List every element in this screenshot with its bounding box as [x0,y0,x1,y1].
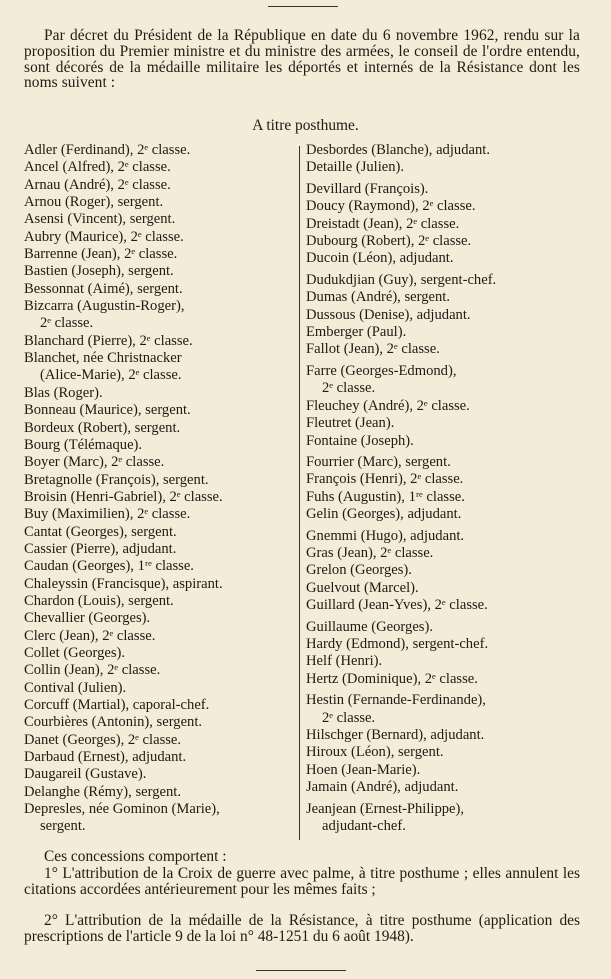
name-entry [306,562,590,579]
name-entry-text: Asensi (Vincent), sergent. [24,211,176,228]
name-entry [24,714,296,731]
paragraph-1: 1° L'attribution de la Croix de guerre avec palme, à titre posthume ; elles annulent les citations accordées antérieurement pour les mêmes faits ; [24,865,580,898]
top-rule [268,6,338,7]
name-entry-text: Jeanjean (Ernest-Philippe), [306,800,465,817]
name-entry [306,289,590,306]
name-entry [306,744,590,761]
name-entry-text: Bretagnolle (François), sergent. [24,471,209,488]
name-entry [306,489,590,506]
name-entry [306,198,590,215]
name-entry-text: Hardy (Edmond), sergent-chef. [306,635,489,652]
name-entry [306,545,590,562]
name-entry-text: François (Henri), 2ᵉ classe. [306,471,464,488]
name-entry-text: Bourg (Télémaque). [24,436,143,453]
name-entry-text: Bonneau (Maurice), sergent. [24,402,191,419]
name-entry [306,324,590,341]
name-entry [306,671,590,688]
name-entry-text: Guelvout (Marcel). [306,579,419,596]
name-entry-text: Broisin (Henri-Gabriel), 2ᵉ classe. [24,488,223,505]
name-entry [306,727,590,744]
name-entry [24,437,296,454]
name-entry-text: Farre (Georges-Edmond), [306,362,457,379]
name-entry [306,250,590,267]
name-entry-text: Hestin (Fernande-Ferdinande), [306,692,486,709]
name-entry-text: Collet (Georges). [24,644,126,661]
name-entry-text: Chevallier (Georges). [24,610,151,627]
name-entry-text: Caudan (Georges), 1ʳᵉ classe. [24,558,194,575]
name-entry-text: Fleuchey (André), 2ᵉ classe. [306,397,470,414]
name-entry-text: Gnemmi (Hugo), adjudant. [306,527,465,544]
name-entry [24,350,296,385]
name-entry [306,801,590,836]
name-entry [24,281,296,298]
name-entry-text: Helf (Henri). [306,653,383,670]
name-entry-text: Dreistadt (Jean), 2ᵉ classe. [306,215,460,232]
name-entry-text: Contival (Julien). [24,679,127,696]
name-entry-continuation: 2ᵉ classe. [322,380,376,397]
name-entry [306,653,590,670]
name-entry [24,732,296,749]
name-entry [306,363,590,398]
name-entry [306,181,590,198]
name-entry-text: Ancel (Alfred), 2ᵉ classe. [24,159,171,176]
name-entry-text: Adler (Ferdinand), 2ᵉ classe. [24,142,191,158]
name-entry [24,489,296,506]
name-entry [24,298,296,333]
name-entry [306,433,590,450]
name-entry [24,524,296,541]
name-entry [24,610,296,627]
name-entry [24,784,296,801]
name-entry-text: Grelon (Georges). [306,562,412,579]
name-entry [24,801,296,836]
name-entry-text: Emberger (Paul). [306,324,407,341]
name-entry [24,142,296,159]
name-entry [24,593,296,610]
name-entry-text: Delanghe (Rémy), sergent. [24,783,181,800]
name-entry-text: Barrenne (Jean), 2ᵉ classe. [24,246,178,263]
intro-paragraph: Par décret du Président de la République en date du 6 novembre 1962, rendu sur la proposition du Premier ministre et du ministre des armées, le conseil de l'ordre entendu, sont décorés de la médaille militaire les déportés et internés de la Résistance dont les noms suivent : [24,27,580,92]
name-entry-text: Dussous (Denise), adjudant. [306,306,471,323]
name-entry-text: Fourrier (Marc), sergent. [306,453,451,470]
name-entry [306,454,590,471]
name-entry [306,272,590,289]
name-entry-text: Desbordes (Blanche), adjudant. [306,142,490,158]
name-entry [24,541,296,558]
name-entry-text: Dubourg (Robert), 2ᵉ classe. [306,233,472,250]
name-entry [24,159,296,176]
name-entry [306,636,590,653]
name-entry-text: Gras (Jean), 2ᵉ classe. [306,544,434,561]
name-entry-text: Dumas (André), sergent. [306,289,451,306]
name-entry-text: Chaleyssin (Francisque), aspirant. [24,575,223,592]
name-entry-text: Buy (Maximilien), 2ᵉ classe. [24,506,191,523]
right-column [306,142,590,835]
name-entry [24,697,296,714]
name-entry-text: Fontaine (Joseph). [306,432,414,449]
name-entry-text: Bessonnat (Aimé), sergent. [24,280,183,297]
name-entry [306,528,590,545]
name-entry [24,472,296,489]
name-entry-continuation: (Alice-Marie), 2ᵉ classe. [40,367,182,384]
name-entry-text: Gelin (Georges), adjudant. [306,506,462,523]
name-entry [306,142,590,159]
name-entry [24,766,296,783]
name-entry [24,558,296,575]
name-entry-text: Detaille (Julien). [306,159,405,176]
name-entry-text: Bizcarra (Augustin-Roger), [24,298,185,315]
name-entry-text: Blanchet, née Christnacker [24,350,182,367]
name-entry-continuation: 2ᵉ classe. [322,709,376,726]
name-entry [24,420,296,437]
name-entry-text: Fleutret (Jean). [306,415,395,432]
name-entry [306,216,590,233]
name-entry-continuation: sergent. [40,818,86,835]
name-entry [306,580,590,597]
name-entry-text: Blanchard (Pierre), 2ᵉ classe. [24,332,193,349]
name-entry-text: Arnau (André), 2ᵉ classe. [24,176,171,193]
name-entry-continuation: adjudant-chef. [322,818,406,835]
name-entry-text: Darbaud (Ernest), adjudant. [24,749,187,766]
name-entry [306,398,590,415]
name-entry-text: Collin (Jean), 2ᵉ classe. [24,662,161,679]
name-entry [24,194,296,211]
name-entry [24,749,296,766]
name-entry-text: Bastien (Joseph), sergent. [24,263,174,280]
name-entry-text: Daugareil (Gustave). [24,766,147,783]
name-entry [306,307,590,324]
name-entry-text: Devillard (François). [306,180,429,197]
name-entry [306,506,590,523]
name-entry [306,415,590,432]
bottom-rule [256,970,346,971]
name-entry-text: Corcuff (Martial), caporal-chef. [24,697,210,713]
name-entry-text: Depresles, née Gominon (Marie), [24,801,220,818]
name-entry [24,263,296,280]
name-entry-text: Hilschger (Bernard), adjudant. [306,727,485,743]
name-entry [306,471,590,488]
name-entry [24,229,296,246]
concessions-title: Ces concessions comportent : [44,848,227,865]
paragraph-2: 2° L'attribution de la médaille de la Résistance, à titre posthume (application des prescriptions de l'article 9 de la loi n° 48-1251 du 6 août 1948). [24,912,580,945]
name-entry [24,576,296,593]
name-entry [306,159,590,176]
left-column [24,142,296,836]
name-entry [306,692,590,727]
name-entry-text: Cantat (Georges), sergent. [24,523,177,540]
name-entry [24,246,296,263]
name-entry [306,779,590,796]
name-entry [24,662,296,679]
section-heading: A titre posthume. [252,117,359,134]
name-entry-text: Fallot (Jean), 2ᵉ classe. [306,341,440,358]
name-entry-text: Guillard (Jean-Yves), 2ᵉ classe. [306,597,488,614]
name-entry [24,385,296,402]
name-entry-text: Guillaume (Georges). [306,618,433,635]
name-entry [306,619,590,636]
name-entry-text: Doucy (Raymond), 2ᵉ classe. [306,198,476,215]
name-entry [24,402,296,419]
name-entry-text: Fuhs (Augustin), 1ʳᵉ classe. [306,488,465,505]
name-entry-text: Jamain (André), adjudant. [306,779,459,796]
name-entry-text: Boyer (Marc), 2ᵉ classe. [24,454,165,471]
name-entry [24,454,296,471]
name-entry-text: Arnou (Roger), sergent. [24,194,164,211]
name-entry-continuation: 2ᵉ classe. [40,315,94,332]
name-entry [24,211,296,228]
name-entry-text: Danet (Georges), 2ᵉ classe. [24,731,182,748]
name-entry [24,628,296,645]
name-entry-text: Cassier (Pierre), adjudant. [24,540,177,557]
name-entry [24,333,296,350]
name-entry-text: Hoen (Jean-Marie). [306,761,421,778]
name-entry [24,680,296,697]
name-entry [24,506,296,523]
name-entry [306,341,590,358]
name-entry-text: Aubry (Maurice), 2ᵉ classe. [24,228,184,245]
name-entry-text: Bordeux (Robert), sergent. [24,419,181,436]
name-entry [24,645,296,662]
name-entry-text: Clerc (Jean), 2ᵉ classe. [24,627,156,644]
name-entry-text: Courbières (Antonin), sergent. [24,714,203,731]
name-entry-text: Hertz (Dominique), 2ᵉ classe. [306,670,478,687]
name-entry-text: Hiroux (Léon), sergent. [306,744,444,761]
name-entry-text: Dudukdjian (Guy), sergent-chef. [306,271,497,288]
name-entry [306,762,590,779]
name-entry [24,177,296,194]
column-divider [299,146,300,840]
name-entry-text: Chardon (Louis), sergent. [24,592,174,609]
name-entry-text: Blas (Roger). [24,384,103,401]
name-entry-text: Ducoin (Léon), adjudant. [306,250,454,267]
name-entry [306,597,590,614]
name-entry [306,233,590,250]
